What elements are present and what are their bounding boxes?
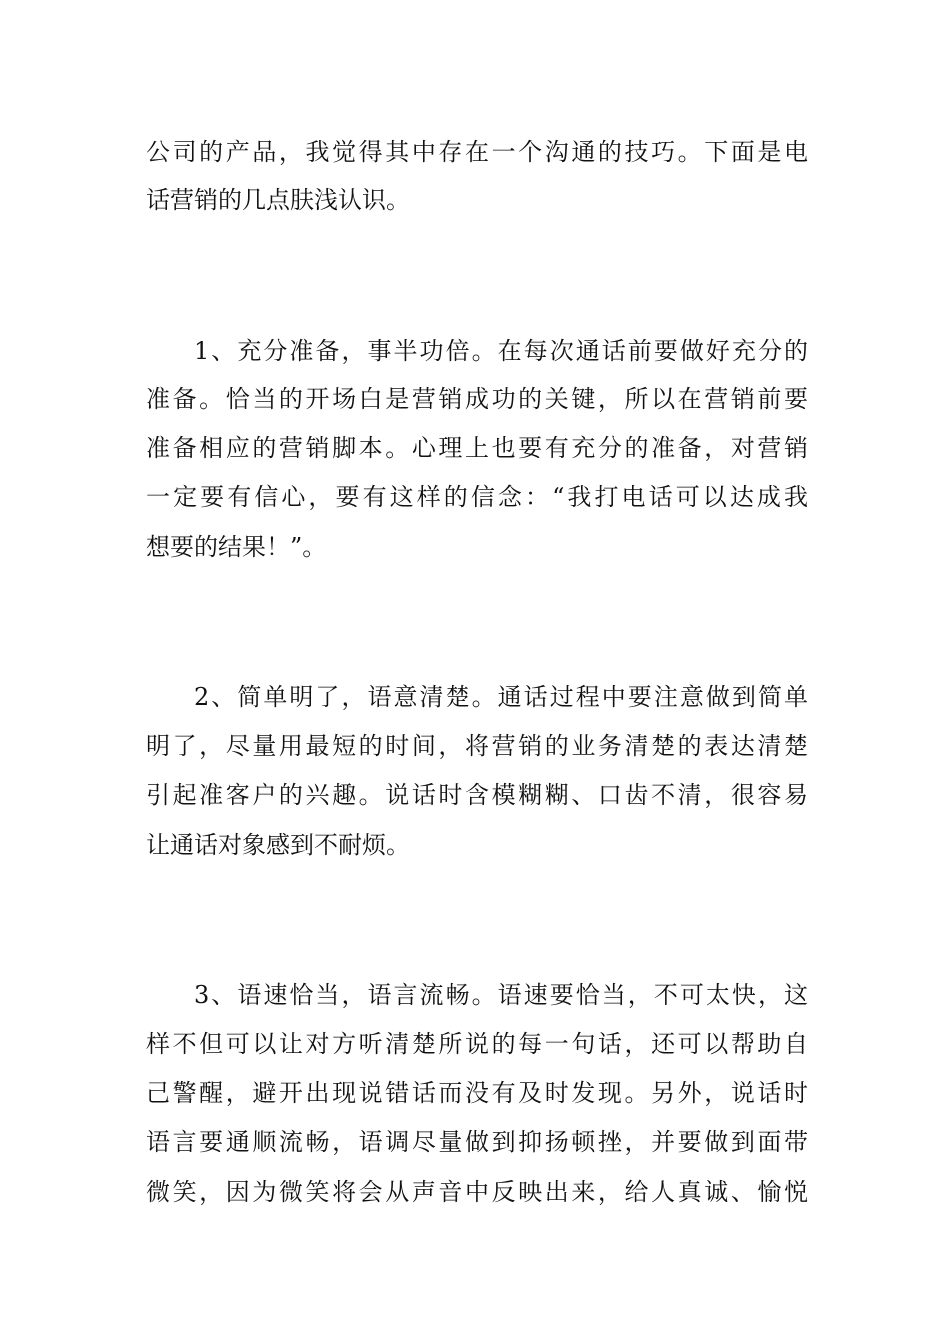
paragraph-line: 公司的产品，我觉得其中存在一个沟通的技巧。下面是电 <box>146 138 808 166</box>
paragraph-line: 1、充分准备，事半功倍。在每次通话前要做好充分的 <box>194 337 808 365</box>
paragraph-line: 准备相应的营销脚本。心理上也要有充分的准备，对营销 <box>146 434 808 462</box>
paragraph-line: 明了，尽量用最短的时间，将营销的业务清楚的表达清楚 <box>146 732 808 760</box>
paragraph-line: 引起准客户的兴趣。说话时含模糊糊、口齿不清，很容易 <box>146 781 808 809</box>
paragraph-line: 微笑，因为微笑将会从声音中反映出来，给人真诚、愉悦 <box>146 1178 808 1206</box>
paragraph-line: 想要的结果！”。 <box>146 533 327 561</box>
paragraph-line: 3、语速恰当，语言流畅。语速要恰当，不可太快，这 <box>194 981 808 1009</box>
paragraph-line: 话营销的几点肤浅认识。 <box>146 186 410 214</box>
paragraph-line: 2、简单明了，语意清楚。通话过程中要注意做到简单 <box>194 683 808 711</box>
paragraph-line: 样不但可以让对方听清楚所说的每一句话，还可以帮助自 <box>146 1030 808 1058</box>
paragraph-line: 准备。恰当的开场白是营销成功的关键，所以在营销前要 <box>146 385 808 413</box>
paragraph-line: 己警醒，避开出现说错话而没有及时发现。另外，说话时 <box>146 1079 808 1107</box>
paragraph-line: 语言要通顺流畅，语调尽量做到抑扬顿挫，并要做到面带 <box>146 1128 808 1156</box>
paragraph-line: 一定要有信心，要有这样的信念：“我打电话可以达成我 <box>146 483 808 511</box>
paragraph-line: 让通话对象感到不耐烦。 <box>146 831 410 859</box>
